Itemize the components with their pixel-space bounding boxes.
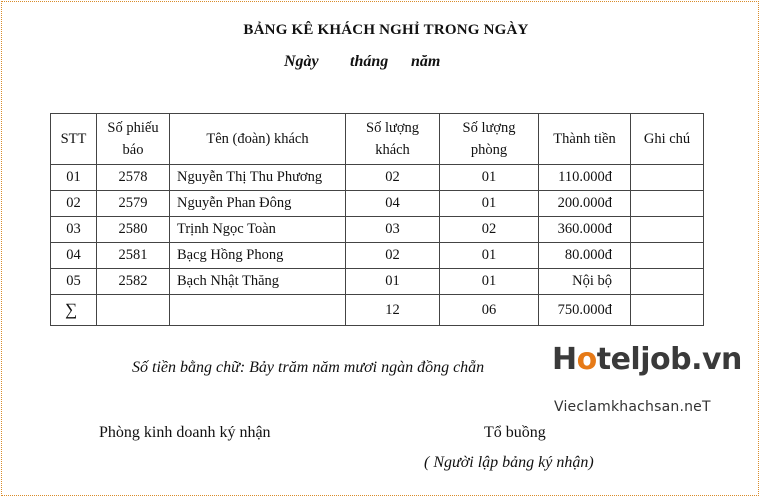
signature-note: ( Người lập bảng ký nhận)	[424, 454, 594, 471]
table-row	[51, 165, 704, 191]
date-year-label: năm	[411, 53, 441, 70]
cell-receipt-no: 2579	[97, 191, 170, 217]
cell-amount: Nội bộ	[539, 269, 631, 295]
date-month-label: tháng	[350, 53, 389, 70]
table-row	[51, 243, 704, 269]
cell-room-count: 01	[440, 191, 539, 217]
total-guest-count: 12	[346, 295, 440, 326]
table-header-row	[51, 114, 704, 165]
header-guest-count: Số lượng khách	[346, 114, 440, 165]
header-guest-name: Tên (đoàn) khách	[170, 114, 346, 165]
header-amount: Thành tiền	[539, 114, 631, 165]
cell-room-count: 01	[440, 243, 539, 269]
cell-amount: 360.000đ	[539, 217, 631, 243]
total-note	[631, 295, 704, 326]
signature-housekeeping: Tổ buồng	[484, 424, 546, 441]
cell-guest-count: 03	[346, 217, 440, 243]
header-stt: STT	[51, 114, 97, 165]
table-row	[51, 217, 704, 243]
guest-ledger-table	[50, 113, 704, 326]
logo-wordmark	[552, 342, 742, 377]
cell-guest-count: 02	[346, 243, 440, 269]
cell-note	[631, 217, 704, 243]
logo-brand-right: teljob.vn	[596, 342, 742, 377]
cell-guest-count: 01	[346, 269, 440, 295]
cell-note	[631, 191, 704, 217]
cell-receipt-no: 2582	[97, 269, 170, 295]
logo-brand-left: H	[552, 342, 577, 377]
total-amount: 750.000đ	[539, 295, 631, 326]
cell-guest-name: Bạcg Hồng Phong	[170, 243, 346, 269]
table-total-row	[51, 295, 704, 326]
cell-guest-name: Trịnh Ngọc Toàn	[170, 217, 346, 243]
cell-guest-name: Bạch Nhật Thăng	[170, 269, 346, 295]
cell-guest-count: 02	[346, 165, 440, 191]
cell-stt: 03	[51, 217, 97, 243]
cell-note	[631, 269, 704, 295]
date-day-label: Ngày	[284, 53, 319, 70]
sum-symbol: ∑	[51, 295, 97, 326]
amount-in-words: Số tiền bằng chữ: Bảy trăm năm mươi ngàn đồng chẵn	[132, 359, 485, 376]
cell-receipt-no: 2578	[97, 165, 170, 191]
cell-guest-name: Nguyễn Phan Đông	[170, 191, 346, 217]
cell-amount: 110.000đ	[539, 165, 631, 191]
hoteljob-logo	[552, 342, 752, 426]
cell-receipt-no: 2580	[97, 217, 170, 243]
total-guest-name	[170, 295, 346, 326]
header-note: Ghi chú	[631, 114, 704, 165]
cell-guest-name: Nguyễn Thị Thu Phương	[170, 165, 346, 191]
logo-brand-o: o	[576, 342, 597, 377]
total-room-count: 06	[440, 295, 539, 326]
header-receipt-no: Số phiếu báo	[97, 114, 170, 165]
cell-note	[631, 165, 704, 191]
cell-guest-count: 04	[346, 191, 440, 217]
cell-amount: 80.000đ	[539, 243, 631, 269]
cell-stt: 04	[51, 243, 97, 269]
cell-note	[631, 243, 704, 269]
cell-stt: 02	[51, 191, 97, 217]
logo-subtitle: Vieclamkhachsan.neT	[554, 399, 711, 415]
cell-receipt-no: 2581	[97, 243, 170, 269]
cell-room-count: 02	[440, 217, 539, 243]
table-row	[51, 191, 704, 217]
header-room-count: Số lượng phòng	[440, 114, 539, 165]
total-receipt-no	[97, 295, 170, 326]
cell-room-count: 01	[440, 269, 539, 295]
signature-sales-dept: Phòng kinh doanh ký nhận	[99, 424, 271, 441]
cell-amount: 200.000đ	[539, 191, 631, 217]
cell-room-count: 01	[440, 165, 539, 191]
cell-stt: 05	[51, 269, 97, 295]
cell-stt: 01	[51, 165, 97, 191]
table-row	[51, 269, 704, 295]
document-title: BẢNG KÊ KHÁCH NGHỈ TRONG NGÀY	[243, 22, 529, 38]
